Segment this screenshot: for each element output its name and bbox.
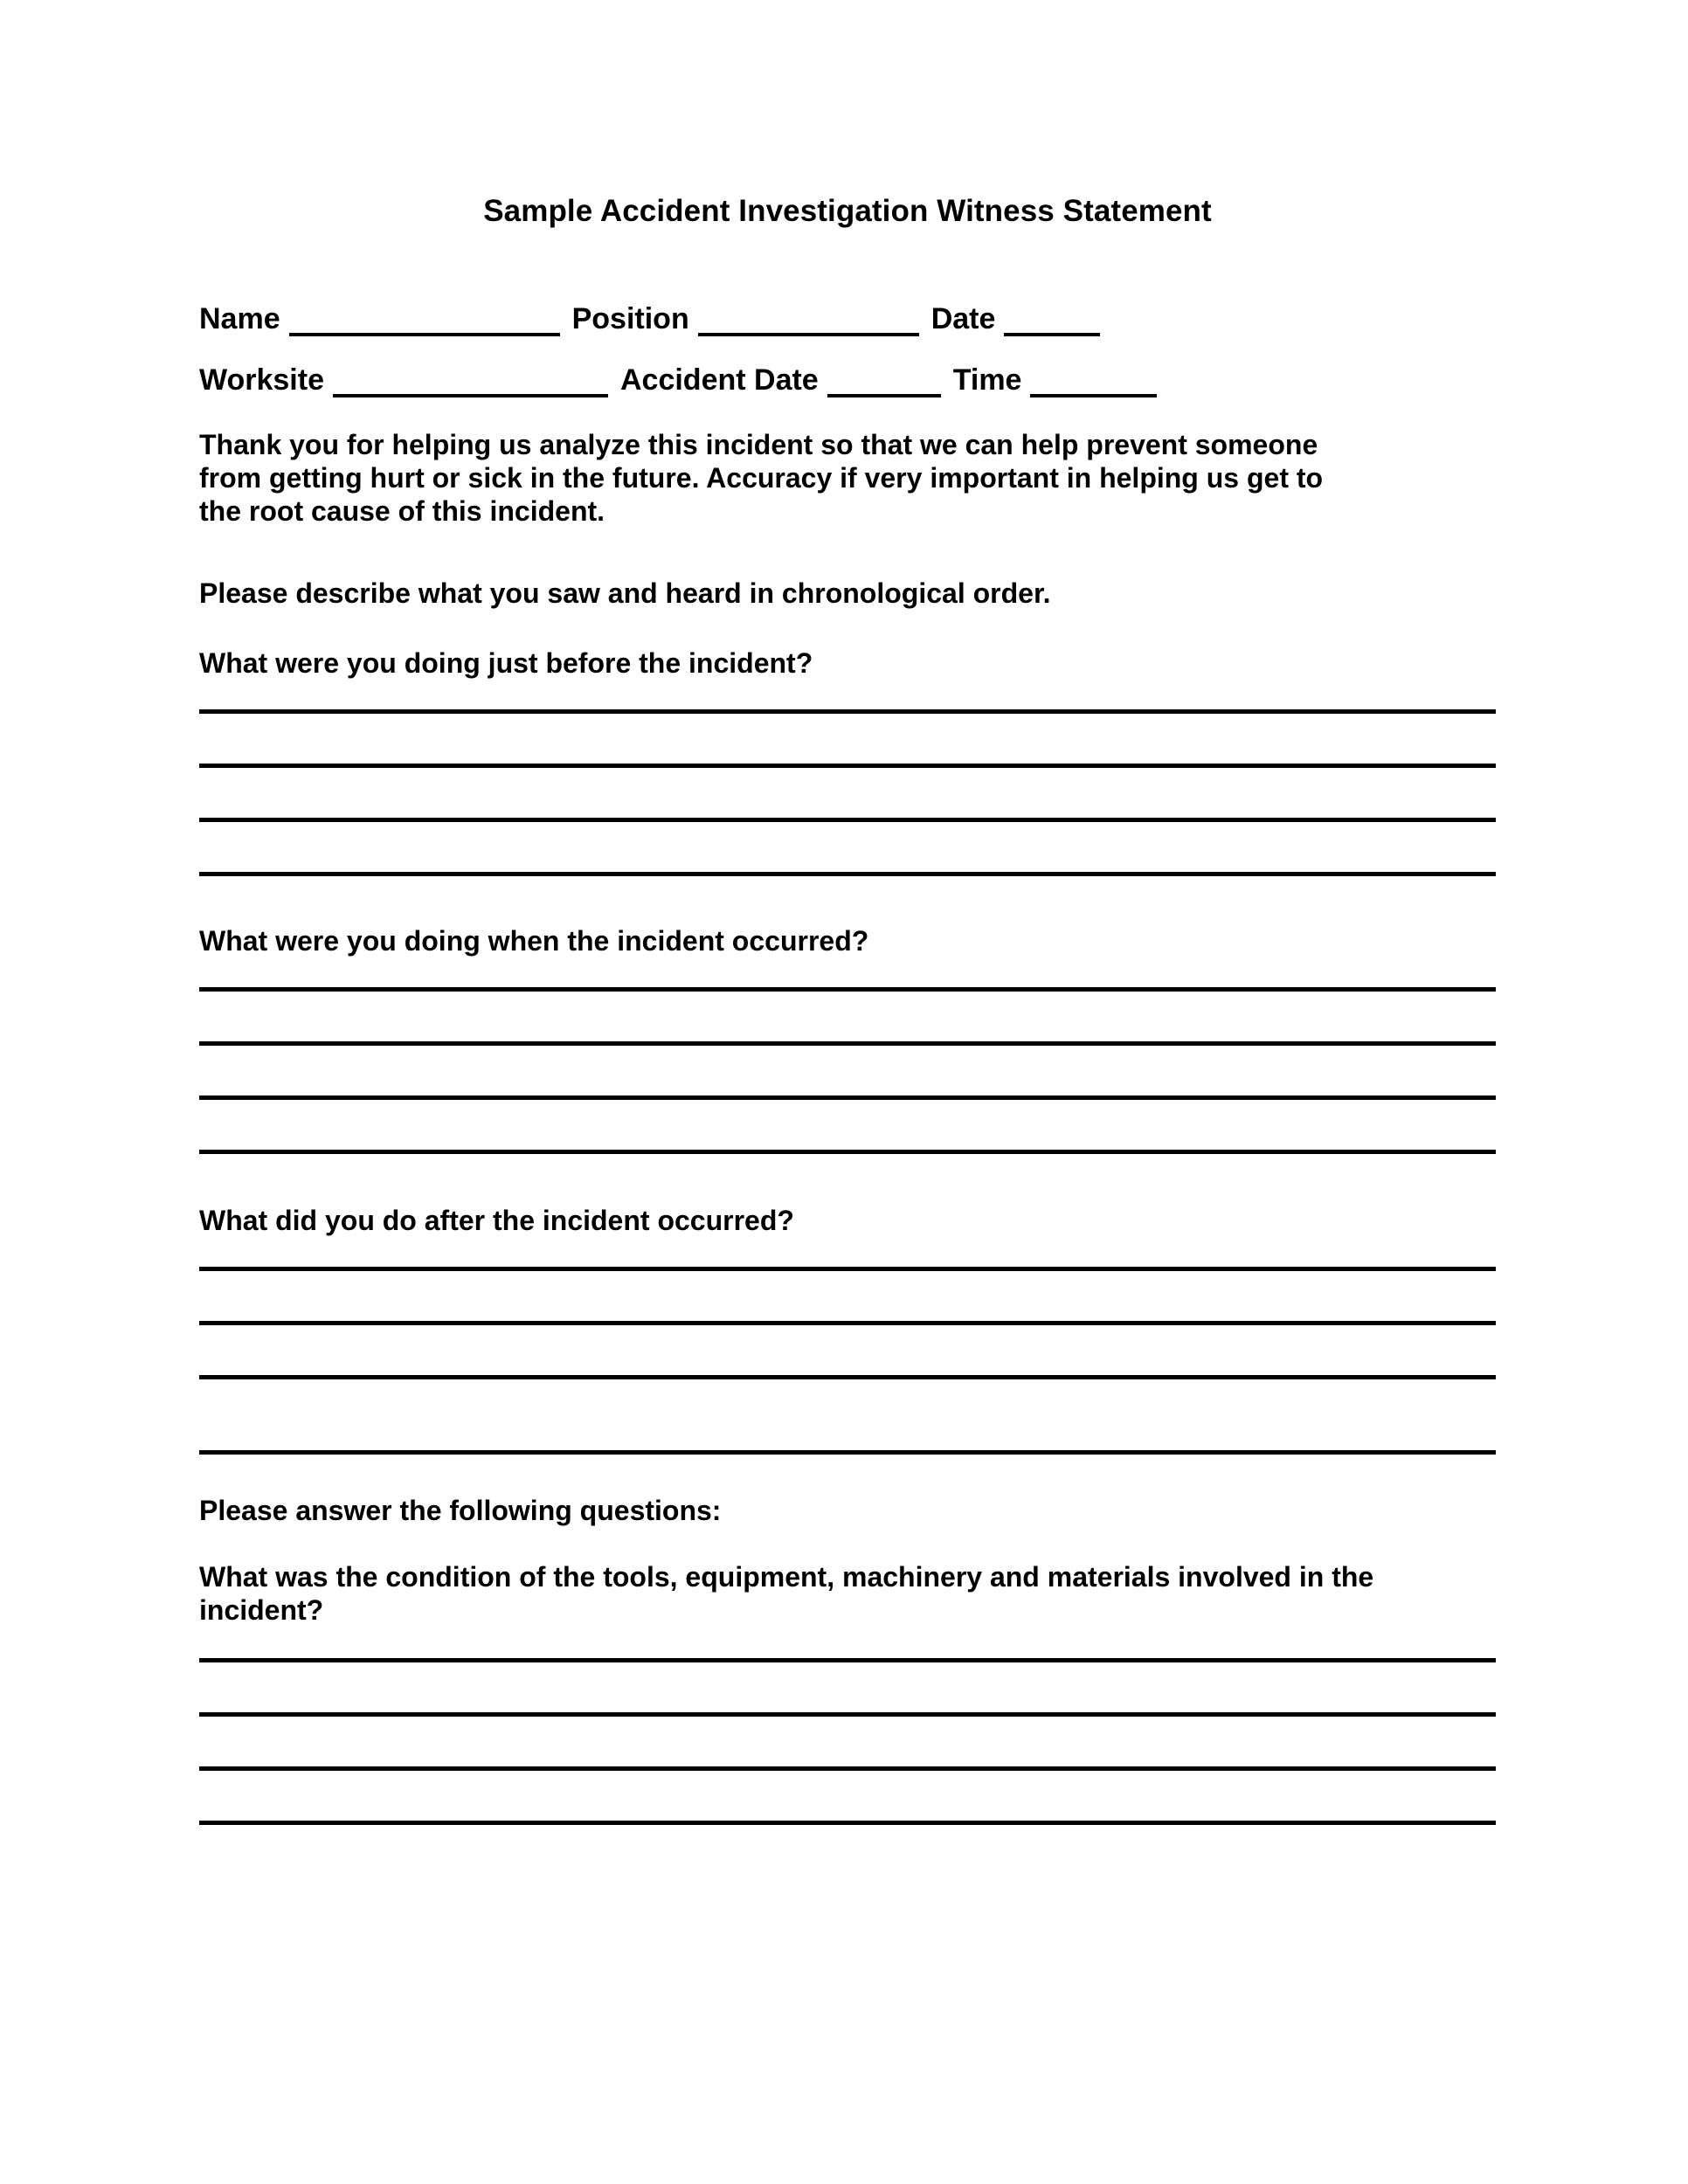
date-input[interactable] [1004,303,1100,336]
worksite-label: Worksite [199,363,324,397]
answer-line[interactable] [199,1095,1496,1100]
question-3-label: What did you do after the incident occurred? [199,1205,794,1236]
header-field-row-1 [199,301,1496,336]
answer-line[interactable] [199,764,1496,768]
answer-line[interactable] [199,709,1496,714]
answer-line[interactable] [199,818,1496,822]
worksite-input[interactable] [333,364,608,397]
question-4-label: What was the condition of the tools, equipment, machinery and materials involved in the incident? [199,1561,1374,1626]
answer-line[interactable] [199,1450,1496,1455]
date-label: Date [930,302,996,335]
answer-line[interactable] [199,1712,1496,1717]
answer-line[interactable] [199,987,1496,992]
answer-line[interactable] [199,1150,1496,1154]
answer-line[interactable] [199,1766,1496,1771]
position-label: Position [571,302,689,335]
answer-line[interactable] [199,1658,1496,1662]
answer-line[interactable] [199,872,1496,876]
accident-date-label: Accident Date [619,363,819,397]
answer-line[interactable] [199,1041,1496,1046]
chronological-instruction: Please describe what you saw and heard in chronological order. [199,577,1051,609]
answer-line[interactable] [199,1321,1496,1325]
position-input[interactable] [698,303,919,336]
time-label: Time [952,363,1022,397]
page-title: Sample Accident Investigation Witness Statement [483,194,1212,228]
answer-line[interactable] [199,1267,1496,1271]
header-field-row-2 [199,363,1496,397]
answer-line[interactable] [199,1375,1496,1379]
follow-up-section-heading: Please answer the following questions: [199,1495,722,1526]
time-input[interactable] [1030,364,1157,397]
name-label: Name [199,302,280,335]
question-2-label: What were you doing when the incident occurred? [199,925,869,957]
question-1-label: What were you doing just before the incident? [199,647,813,679]
accident-date-input[interactable] [827,364,941,397]
answer-line[interactable] [199,1821,1496,1825]
intro-paragraph: Thank you for helping us analyze this incident so that we can help prevent someone from getting hurt or sick in the future. Accuracy if very important in helping us get to the root cause of this incident. [199,429,1324,527]
name-input[interactable] [289,303,560,336]
